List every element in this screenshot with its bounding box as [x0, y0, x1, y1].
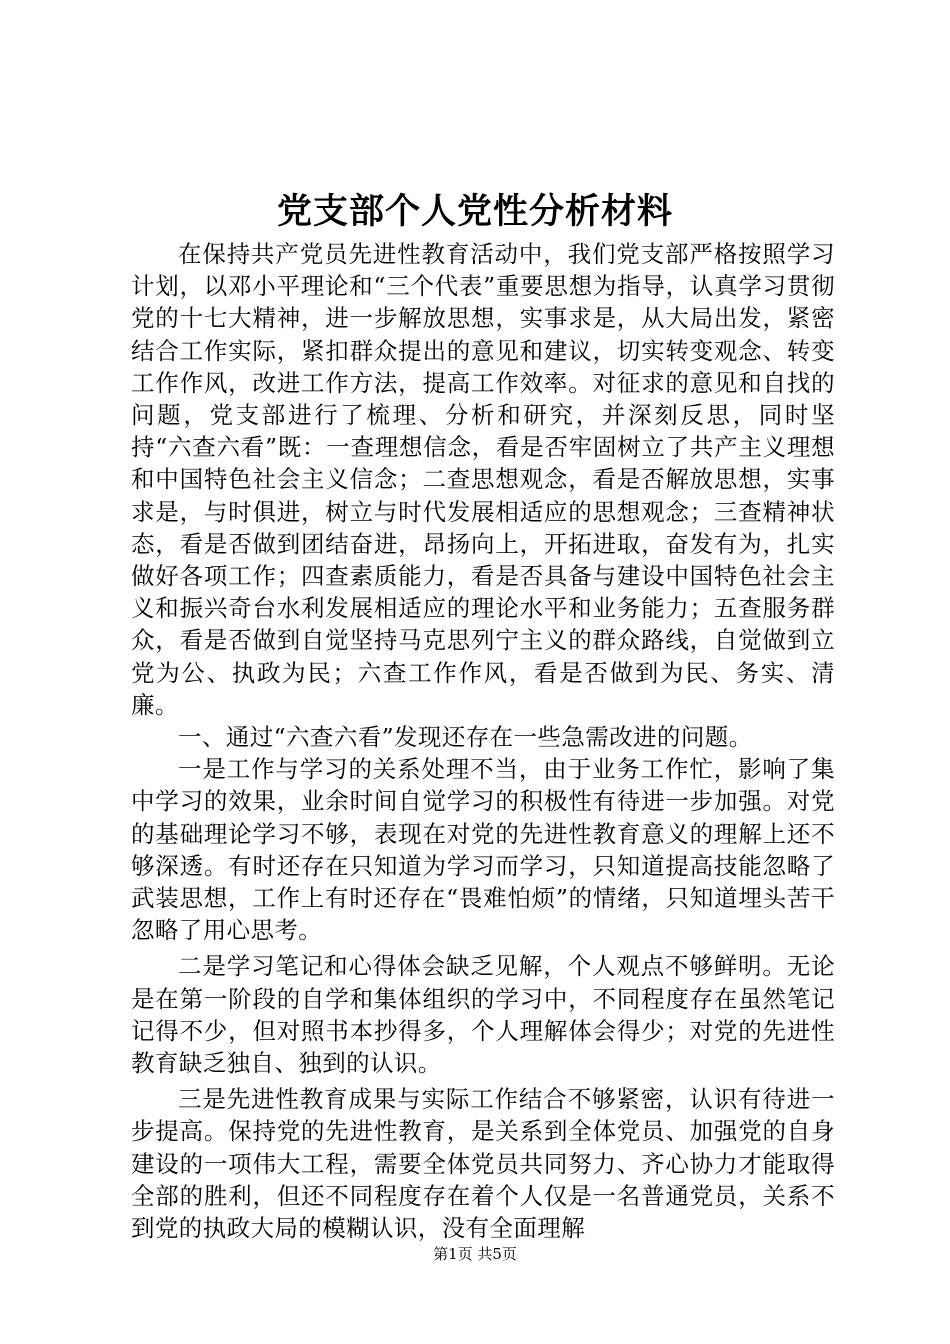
- paragraph-issue-two: 二是学习笔记和心得体会缺乏见解，个人观点不够鲜明。无论是在第一阶段的自学和集体组织的学习中，不同程度存在虽然笔记记得不少，但对照书本抄得多，个人理解体会得少；对党的先进性教育缺乏独自、独到的认识。: [131, 952, 835, 1078]
- paragraph-issue-one: 一是工作与学习的关系处理不当，由于业务工作忙，影响了集中学习的效果，业余时间自觉学习的积极性有待进一步加强。对党的基础理论学习不够，表现在对党的先进性教育意义的理解上还不够深透。有时还存在只知道为学习而学习，只知道提高技能忽略了武装思想，工作上有时还存在“畏难怕烦”的情绪，只知道埋头苦干忽略了用心思考。: [131, 755, 835, 945]
- paragraph-issue-three: 三是先进性教育成果与实际工作结合不够紧密，认识有待进一步提高。保持党的先进性教育，是关系到全体党员、加强党的自身建设的一项伟大工程，需要全体党员共同努力、齐心协力才能取得全部的胜利，但还不同程度存在着个人仅是一名普通党员，关系不到党的执政大局的模糊认识，没有全面理解: [131, 1085, 835, 1243]
- document-title: 党支部个人党性分析材料: [276, 191, 673, 232]
- document-body: [131, 238, 835, 1244]
- paragraph-intro: 在保持共产党员先进性教育活动中，我们党支部严格按照学习计划，以邓小平理论和“三个代表”重要思想为指导，认真学习贯彻党的十七大精神，进一步解放思想，实事求是，从大局出发，紧密结合工作实际，紧扣群众提出的意见和建议，切实转变观念、转变工作作风，改进工作方法，提高工作效率。对征求的意见和自找的问题，党支部进行了梳理、分析和研究，并深刻反思，同时坚持“六查六看”既：一查理想信念，看是否牢固树立了共产主义理想和中国特色社会主义信念；二查思想观念，看是否解放思想，实事求是，与时俱进，树立与时代发展相适应的思想观念；三查精神状态，看是否做到团结奋进，昂扬向上，开拓进取，奋发有为，扎实做好各项工作；四查素质能力，看是否具备与建设中国特色社会主义和振兴奇台水利发展相适应的理论水平和业务能力；五查服务群众，看是否做到自觉坚持马克思列宁主义的群众路线，自觉做到立党为公、执政为民；六查工作作风，看是否做到为民、务实、清廉。: [131, 240, 835, 719]
- page-footer: 第1页 共5页: [433, 1245, 517, 1263]
- paragraph-section-heading: 一、通过“六查六看”发现还存在一些急需改进的问题。: [178, 723, 753, 752]
